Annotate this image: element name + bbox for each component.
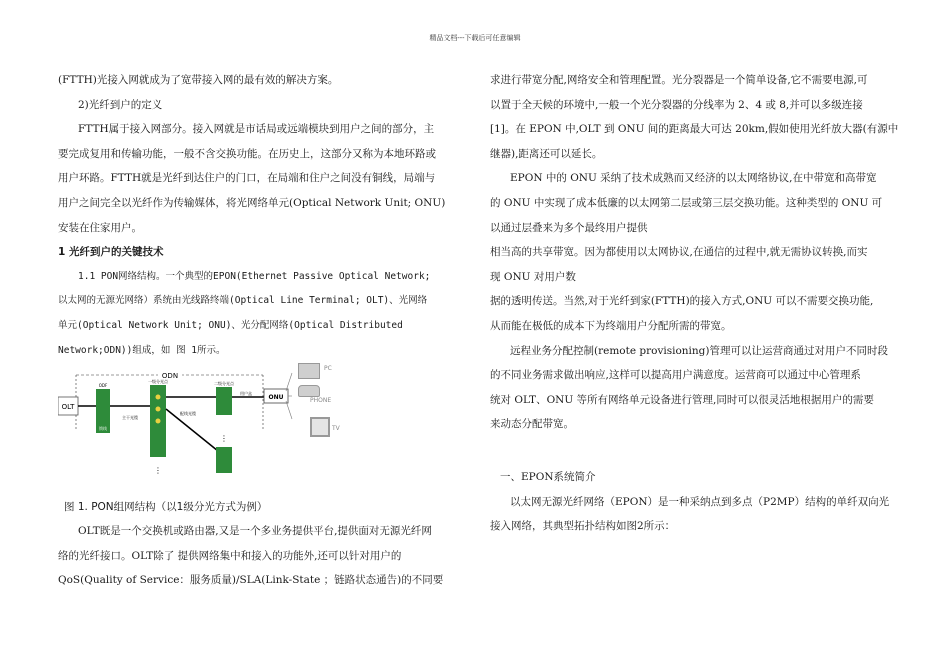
paragraph-line: OLT既是一个交换机或路由器,又是一个多业务提供平台,提供面对无源光纤网	[78, 525, 432, 538]
paragraph-line: 的 ONU 中实现了成本低廉的以太网第二层或第三层交换功能。这种类型的 ONU 可	[490, 196, 883, 209]
section-heading: 一、EPON系统简介	[500, 470, 596, 483]
paragraph-line: 以太网无源光纤网络（EPON）是一种采纳点到多点（P2MP）结构的单纤双向光	[510, 495, 890, 508]
second-splitter-label: 二级分光点	[214, 381, 234, 387]
paragraph-line: EPON 中的 ONU 采纳了技术成熟而又经济的以太网络协议,在中带宽和高带宽	[510, 172, 877, 185]
paragraph-line: Network;ODN))组成，如 图 1所示。	[58, 344, 226, 356]
odn-label: ODN	[161, 372, 179, 381]
pon-network-figure	[58, 365, 340, 489]
paragraph-line: 单元(Optical Network Unit; ONU)、光分配网络(Optical Distributed	[58, 319, 403, 331]
paragraph-line: 的不同业务需求做出响应,这样可以提高用户满意度。运营商可以通过中心管理系	[490, 369, 861, 382]
first-splitter-label: 一级分光点	[148, 379, 168, 385]
second-splitter-bottom	[216, 447, 232, 473]
paragraph-line: FTTH属于接入网部分。接入网就是市话局或远端模块到用户之间的部分，主	[78, 123, 435, 136]
paragraph-line: 以置于全天候的环境中,一般一个光分裂器的分线率为 2、4 或 8,并可以多级连接	[490, 98, 863, 111]
paragraph-line: 远程业务分配控制(remote provisioning)管理可以让运营商通过对用户不同时段	[510, 344, 888, 357]
paragraph-line: 据的透明传送。当然,对于光纤到家(FTTH)的接入方式,ONU 可以不需要交换功能,	[490, 295, 874, 308]
svg-text:⋮: ⋮	[220, 434, 228, 444]
paragraph-line: [1]。在 EPON 中,OLT 到 ONU 间的距离最大可达 20km,假如使用光纤放大器(有源中	[490, 123, 899, 136]
paragraph-line: 从而能在极低的成本下为终端用户分配所需的带宽。	[490, 319, 732, 332]
paragraph-line: 现 ONU 对用户数	[490, 270, 576, 283]
paragraph-line: 以太网的无源光网络）系统由光线路终端(Optical Line Terminal; OLT)、光网络	[58, 295, 428, 307]
pc-icon	[298, 363, 320, 379]
paragraph-line: 接入网络，其典型拓扑结构如图2所示：	[490, 520, 676, 533]
user-box-label: 用户盒	[240, 391, 252, 397]
feeder-label: 馈线	[99, 426, 107, 432]
right-column	[490, 68, 899, 539]
phone-label: PHONE	[310, 397, 332, 405]
phone-icon	[298, 385, 320, 397]
pc-label: PC	[324, 365, 332, 373]
paragraph-line: 相当高的共享带宽。因为都使用以太网协议,在通信的过程中,就无需协议转换,而实	[490, 246, 868, 259]
left-column	[58, 68, 462, 593]
paragraph-line: 统对 OLT、ONU 等所有网络单元设备进行管理,同时可以很灵活地根据用户的需要	[490, 393, 874, 406]
section-heading: 2)光纤到户的定义	[78, 98, 163, 111]
paragraph-line: (FTTH)光接入网就成为了宽带接入网的最有效的解决方案。	[58, 74, 339, 86]
odf-label: ODF	[98, 383, 108, 389]
onu-label: ONU	[268, 394, 284, 402]
dist-cable-label: 配线光缆	[180, 411, 196, 417]
paragraph-line: 络的光纤接口。OLT除了 提供网络集中和接入的功能外,还可以针对用户的	[58, 549, 402, 562]
paragraph-line: 以通过层叠来为多个最终用户提供	[490, 221, 648, 234]
olt-label: OLT	[61, 403, 75, 412]
paragraph-line: 要完成复用和传输功能，一般不含交换功能。在历史上，这部分又称为本地环路或	[58, 147, 436, 160]
paragraph-line: 继器),距离还可以延长。	[490, 147, 603, 160]
pon-diagram	[58, 369, 294, 489]
tv-label: TV	[332, 425, 340, 433]
page-header: 精品文档---下载后可任意编辑	[429, 34, 521, 42]
second-splitter-top	[216, 387, 232, 415]
paragraph-line: 来动态分配带宽。	[490, 418, 574, 431]
paragraph-line: QoS(Quality of Service：服务质量)/SLA(Link-State ；链路状态通告)的不同要	[58, 574, 444, 587]
paragraph-line: 用户环路。FTTH就是光纤到达住户的门口，在局端和住户之间没有铜线，局端与	[58, 172, 436, 185]
paragraph-line: 安装在住家用户。	[58, 221, 142, 234]
paragraph-line: 求进行带宽分配,网络安全和管理配置。光分裂器是一个简单设备,它不需要电源,可	[490, 74, 868, 86]
paragraph-line: 用户之间完全以光纤作为传输媒体，将光网络单元(Optical Network Unit; ONU)	[58, 196, 446, 209]
svg-text:⋮: ⋮	[154, 466, 162, 476]
section-heading: 1 光纤到户的关键技术	[58, 246, 164, 259]
tv-icon	[310, 417, 330, 437]
paragraph-line: 1.1 PON网络结构。一个典型的EPON(Ethernet Passive Optical Network;	[78, 270, 431, 282]
figure-caption: 图 1. PON组网结构（以1级分光方式为例）	[64, 501, 268, 514]
trunk-label: 主干光缆	[122, 415, 138, 421]
